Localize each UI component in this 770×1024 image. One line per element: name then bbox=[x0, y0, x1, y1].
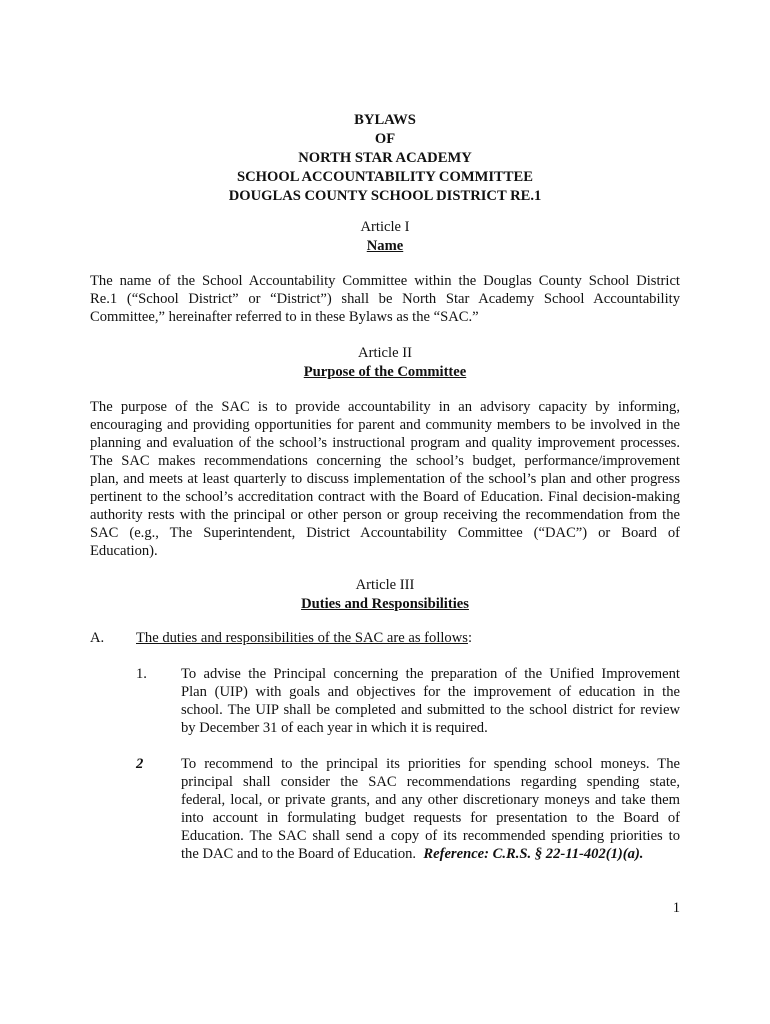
paragraph-line: Education). bbox=[90, 543, 158, 559]
paragraph-line: planning and evaluation of the school’s instructional program and quality improvement processes. bbox=[90, 435, 680, 451]
article-heading: Purpose of the Committee bbox=[303, 364, 467, 380]
item-line-start: the DAC and to the Board of Education. bbox=[181, 846, 417, 862]
item-line: federal, local, or private grants, and any other discretionary moneys and take them bbox=[181, 792, 680, 808]
document-title bbox=[0, 111, 770, 206]
section-letter: A. bbox=[90, 630, 105, 646]
title-line: NORTH STAR ACADEMY bbox=[298, 150, 472, 166]
item-line: school. The UIP shall be completed and submitted to the school district for review bbox=[181, 702, 680, 718]
item-line: To recommend to the principal its priorities for spending school moneys. The bbox=[181, 756, 680, 772]
item-line-last bbox=[181, 845, 680, 863]
item-line: principal shall consider the SAC recommendations regarding spending state, bbox=[181, 774, 680, 790]
article-label: Article III bbox=[355, 577, 415, 593]
item-line: To advise the Principal concerning the preparation of the Unified Improvement bbox=[181, 666, 680, 682]
section-text-underlined: The duties and responsibilities of the SAC are as follows bbox=[136, 630, 468, 646]
paragraph-line: Committee,” hereinafter referred to in these Bylaws as the “SAC.” bbox=[90, 309, 479, 325]
article-1-header bbox=[0, 218, 770, 256]
article-label: Article II bbox=[358, 345, 412, 361]
item-line: into account in formulating budget requests for presentation to the Board of bbox=[181, 810, 680, 826]
paragraph-line: Re.1 (“School District” or “District”) shall be North Star Academy School Accountability bbox=[90, 291, 680, 307]
paragraph-line: encouraging and providing opportunities for parent and community members to be involved in the bbox=[90, 417, 680, 433]
paragraph-line: The SAC makes recommendations concerning the school’s budget, performance/improvement bbox=[90, 453, 680, 469]
title-line: SCHOOL ACCOUNTABILITY COMMITTEE bbox=[237, 169, 533, 185]
item-line: Plan (UIP) with goals and objectives for the improvement of education in the bbox=[181, 684, 680, 700]
article-2-paragraph bbox=[90, 398, 680, 560]
section-text bbox=[136, 629, 472, 647]
section-text-colon: : bbox=[467, 630, 473, 646]
item-line: by December 31 of each year in which it is required. bbox=[181, 720, 488, 736]
article-heading: Duties and Responsibilities bbox=[301, 596, 469, 612]
statute-reference: Reference: C.R.S. § 22-11-402(1)(a). bbox=[423, 846, 644, 862]
page-number: 1 bbox=[672, 900, 680, 916]
title-line: OF bbox=[374, 131, 396, 147]
item-line: Education. The SAC shall send a copy of its recommended spending priorities to bbox=[181, 828, 680, 844]
paragraph-line: The purpose of the SAC is to provide accountability in an advisory capacity by informing, bbox=[90, 399, 680, 415]
item-number: 2 bbox=[136, 756, 144, 772]
article-1-paragraph bbox=[90, 272, 680, 326]
article-3-header bbox=[0, 576, 770, 614]
item-body bbox=[181, 755, 680, 863]
item-body bbox=[181, 665, 680, 737]
article-2-header bbox=[0, 344, 770, 382]
item-number: 1. bbox=[136, 666, 147, 682]
paragraph-line: SAC (e.g., The Superintendent, District Accountability Committee (“DAC”) or Board of bbox=[90, 525, 680, 541]
paragraph-line: pertinent to the school’s accreditation contract with the Board of Education. Final decision-making bbox=[90, 489, 680, 505]
paragraph-line: authority rests with the principal or other person or group receiving the recommendation from the bbox=[90, 507, 680, 523]
article-label: Article I bbox=[360, 219, 410, 235]
paragraph-line: The name of the School Accountability Committee within the Douglas County School District bbox=[90, 273, 680, 289]
title-line: DOUGLAS COUNTY SCHOOL DISTRICT RE.1 bbox=[228, 188, 542, 204]
title-line: BYLAWS bbox=[354, 112, 416, 128]
article-heading: Name bbox=[366, 238, 404, 254]
paragraph-line: plan, and meets at least quarterly to discuss implementation of the school’s plan and other progress bbox=[90, 471, 680, 487]
